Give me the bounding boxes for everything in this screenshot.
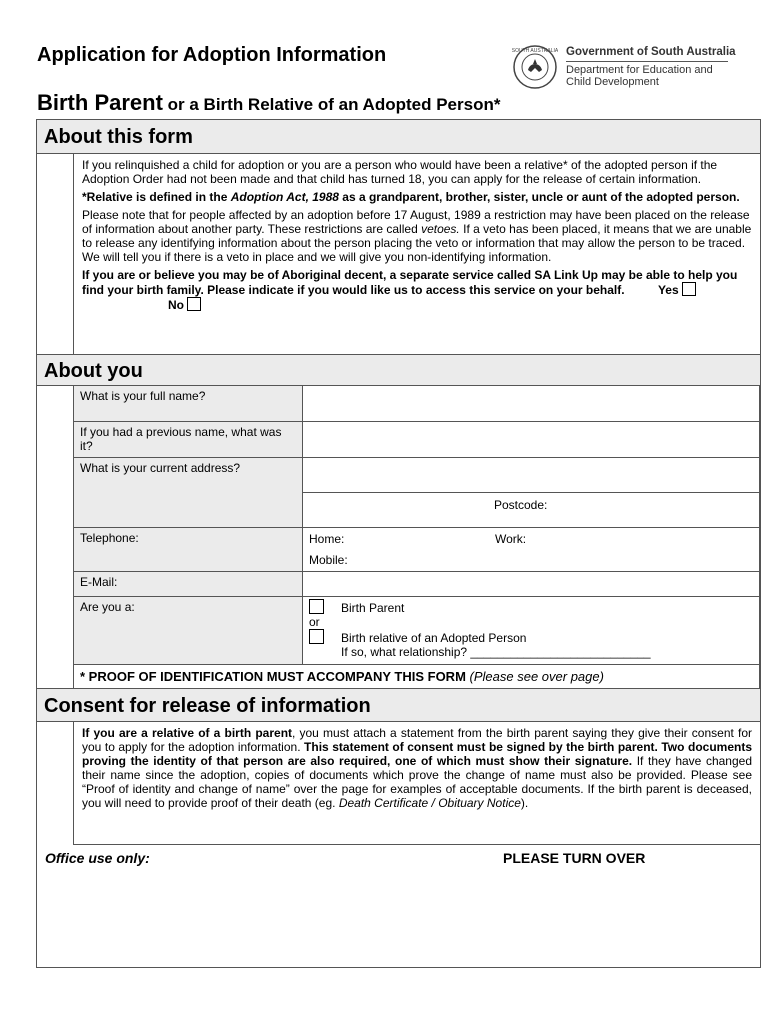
proof-notice <box>74 665 760 689</box>
about-you-table <box>73 385 760 689</box>
link-up-no-checkbox[interactable] <box>187 297 201 311</box>
consent-text-5: Death Certificate / Obituary Notice <box>338 796 521 810</box>
telephone-label: Telephone: <box>74 528 303 572</box>
link-up-text: If you are or believe you may be of Aboriginal decent, a separate service called SA Link Up may be able to help you find your birth family. Please indicate if you would like us to access this service on your behalf. <box>82 268 738 297</box>
government-logo <box>512 44 742 92</box>
veto-text-a: Please note that for people affected by an adoption before 17 August, 1989 a restriction may have been placed on the release of information about another party. These restrictions are called <box>82 208 750 236</box>
telephone-field[interactable] <box>303 528 760 572</box>
address-field[interactable] <box>303 458 760 528</box>
address-label: What is your current address? <box>74 458 303 528</box>
consent-text-6: ). <box>520 796 529 810</box>
department-line-2: Child Development <box>566 76 659 88</box>
veto-text-b: If a veto has been placed, it means that we are unable to release any identifying information about the person placing the veto or information that may allow the person to be traced. We will tell you if there is a veto in place and we will give you non-identifying information. <box>82 222 752 264</box>
email-field[interactable] <box>303 572 760 597</box>
turn-over-label: PLEASE TURN OVER <box>503 850 646 866</box>
mobile-phone-label: Mobile: <box>309 553 348 567</box>
are-you-options <box>303 597 760 665</box>
no-label: No <box>168 298 184 312</box>
consent-text-3: This statement of consent must be signed by the birth parent. Two documents proving the identity of that person are also required, one of which must show their signature. <box>82 740 752 768</box>
email-label: E-Mail: <box>74 572 303 597</box>
yes-label: Yes <box>657 283 679 297</box>
relative-def-act: Adoption Act, 1988 <box>230 190 339 204</box>
previous-name-label: If you had a previous name, what was it? <box>74 422 303 458</box>
link-up-yes-checkbox[interactable] <box>682 282 696 296</box>
birth-relative-label: Birth relative of an Adopted Person <box>341 631 527 645</box>
are-you-label: Are you a: <box>74 597 303 665</box>
government-name: Government of South Australia <box>566 46 736 58</box>
relative-def-post: as a grandparent, brother, sister, uncle or aunt of the adopted person. <box>338 190 740 204</box>
logo-divider <box>566 61 728 62</box>
consent-text-4: If they have changed their name since the adoption, copies of documents which prove the change of name must also be provided. Please see “Proof of identity and change of name” over the page for examples of acceptable documents. If the birth parent is deceased, you will need to provide proof of their death (eg. <box>82 754 753 810</box>
previous-name-field[interactable] <box>303 422 760 458</box>
form-subtitle <box>37 90 500 116</box>
relationship-field[interactable]: If so, what relationship? ___________________________ <box>341 645 651 659</box>
consent-paragraph <box>82 726 752 810</box>
department-name <box>566 64 713 88</box>
link-up-paragraph <box>82 268 752 312</box>
work-phone-label: Work: <box>495 532 527 546</box>
veto-paragraph <box>82 208 752 264</box>
seal-text: SOUTH AUSTRALIA <box>512 48 558 54</box>
subtitle-main: Birth Parent <box>37 90 163 115</box>
intro-paragraph: If you relinquished a child for adoption or you are a person who would have been a relative* of the adopted person if the Adoption Order had not been made and that child has turned 18, you can apply for the release of certain information. <box>82 158 718 186</box>
postcode-label: Postcode: <box>494 498 548 512</box>
full-name-label: What is your full name? <box>74 386 303 422</box>
form-title: Application for Adoption Information <box>37 44 387 66</box>
office-use-label: Office use only: <box>45 850 150 866</box>
about-you-heading: About you <box>37 354 760 386</box>
consent-heading: Consent for release of information <box>37 688 760 722</box>
consent-text-1: If you are a relative of a birth parent <box>82 726 293 740</box>
veto-text-vetoes: vetoes. <box>421 222 460 236</box>
relative-definition <box>82 190 752 204</box>
form-frame <box>36 119 761 968</box>
or-label: or <box>309 615 320 629</box>
state-seal-icon <box>512 44 558 90</box>
birth-parent-label: Birth Parent <box>341 601 405 615</box>
subtitle-rest: or a Birth Relative of an Adopted Person* <box>162 95 501 114</box>
proof-notice-italic: (Please see over page) <box>469 669 604 684</box>
about-form-heading: About this form <box>37 120 760 154</box>
proof-notice-bold: * PROOF OF IDENTIFICATION MUST ACCOMPANY THIS FORM <box>80 669 466 684</box>
department-line-1: Department for Education and <box>566 64 713 76</box>
full-name-field[interactable] <box>303 386 760 422</box>
birth-parent-checkbox[interactable] <box>309 599 324 614</box>
address-line[interactable] <box>303 458 759 493</box>
relative-def-pre: *Relative is defined in the <box>82 190 231 204</box>
consent-body <box>73 722 760 845</box>
about-form-body <box>73 154 760 355</box>
birth-relative-checkbox[interactable] <box>309 629 324 644</box>
consent-text-2: , you must attach a statement from the birth parent saying they give their consent for you to apply for the adoption information. <box>82 726 752 754</box>
home-phone-label: Home: <box>309 532 345 546</box>
